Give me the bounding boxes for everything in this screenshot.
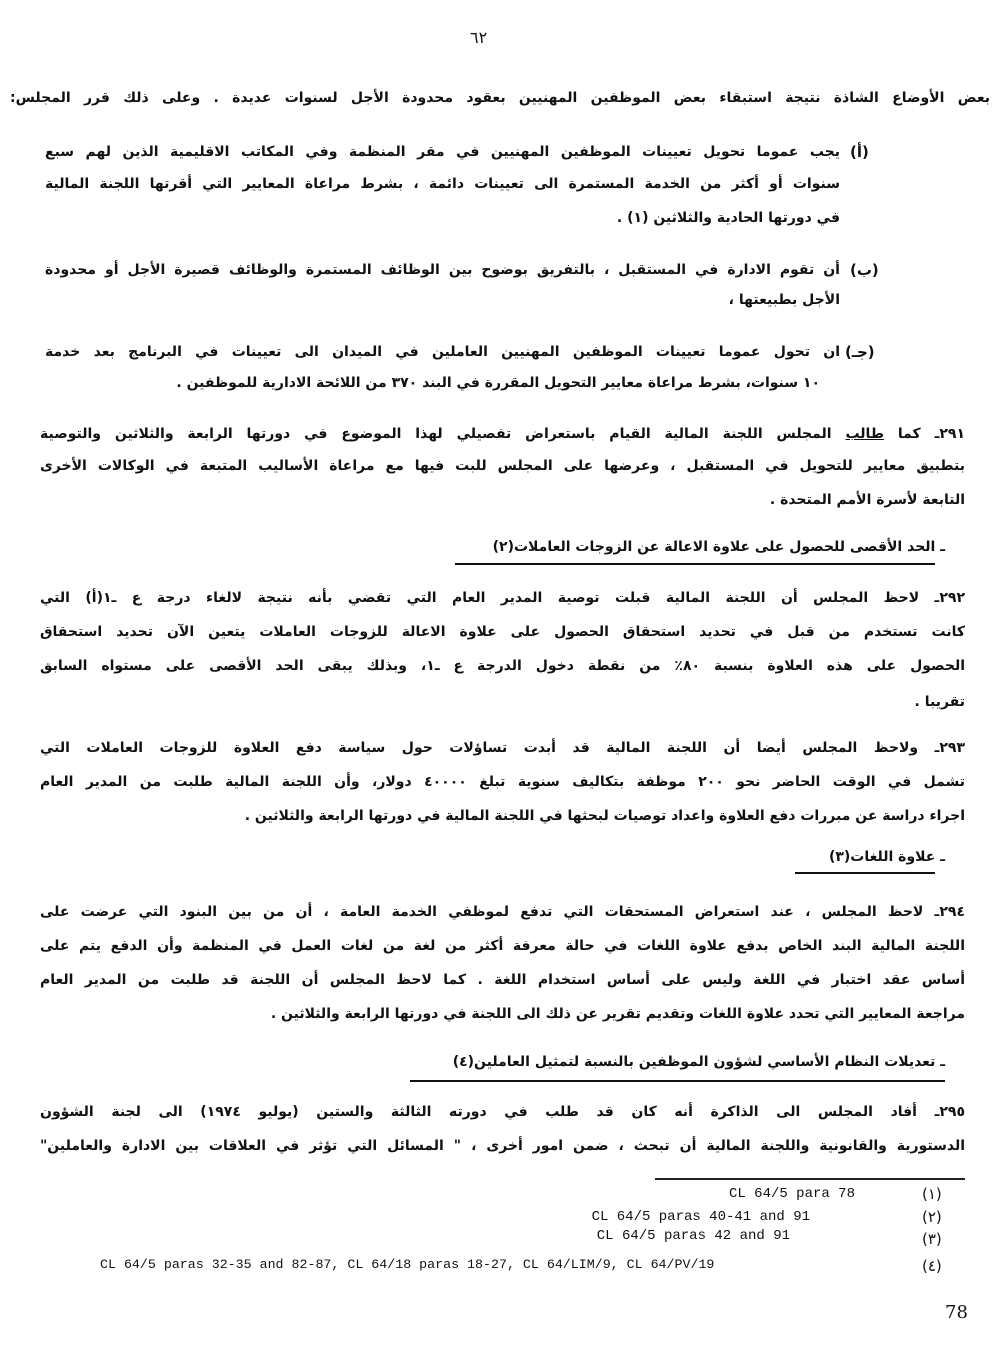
para-292-line: كانت تستخدم من قبل في تحديد استحقاق الحصول على علاوة الاعالة للزوجات العاملات يتعين الآن تحديد استحقاق: [40, 624, 965, 640]
para-291-underlined-word: طالب: [845, 426, 885, 442]
para-295-line: الدستورية والقانونية واللجنة المالية أن تبحث ، ضمن امور أخرى ، " المسائل التي تؤثر في العلاقات بين الادارة والعاملين": [40, 1138, 965, 1154]
intro-line: بعض الأوضاع الشاذة نتيجة استبقاء بعض الموظفين المهنيين بعقود محدودة الأجل لسنوات عديدة . وعلى ذلك قرر المجلس:: [10, 90, 990, 106]
item-c-line: ان تحول عموما تعيينات الموظفين المهنيين العاملين في الميدان الى تعيينات في البرنامج بعد خدمة: [45, 344, 840, 360]
para-294-line: اللجنة المالية البند الخاص بدفع علاوة اللغات في حالة معرفة أكثر من لغة من لغات العمل في المنظمة وأن الدفع يتم على: [40, 938, 965, 954]
para-293-line: اجراء دراسة عن مبررات دفع العلاوة واعداد توصيات لبحثها في اللجنة المالية في دورتها الرابعة والثلاثين .: [244, 808, 965, 824]
item-a-line: يجب عموما تحويل تعيينات الموظفين المهنيين في مقر المنظمة وفي المكاتب الاقليمية الذين لهم سبع: [45, 144, 840, 160]
footnote-marker: (٤): [922, 1257, 942, 1275]
footnote-text: CL 64/5 paras 42 and 91: [596, 1228, 790, 1244]
para-292-line: الحصول على هذه العلاوة بنسبة ٨٠٪ من نقطة دخول الدرجة ع ـ١، وبذلك يبقى الحد الأقصى على مستواه السابق: [40, 658, 965, 674]
para-292-line: تقريبا .: [914, 694, 965, 710]
para-291-line: بتطبيق معايير للتحويل في المستقبل ، وعرضها على المجلس للبت فيها مع مراعاة الأساليب المتبعة في الوكالات الأخرى: [40, 458, 965, 474]
para-294-line: مراجعة المعايير التي تحدد علاوة اللغات وتقديم تقرير عن ذلك الى اللجنة في دورتها الرابعة والثلاثين .: [270, 1006, 965, 1022]
item-c-line: ١٠ سنوات، بشرط مراعاة معايير التحويل المقررة في البند ٣٧٠ من اللائحة الادارية للموظفين .: [176, 375, 820, 391]
para-292-line: ٢٩٢ـ لاحظ المجلس أن اللجنة المالية قبلت توصية المدير العام التي تقضي بأنه نتيجة لالغاء درجة ع ـ١(أ) التي: [40, 590, 965, 606]
para-294-line: أساس عقد اختبار في اللغة وليس على أساس استخدام اللغة . كما لاحظ المجلس أن اللجنة قد طلبت من المدير العام: [40, 972, 965, 988]
item-a-line: سنوات أو أكثر من الخدمة المستمرة الى تعيينات دائمة ، بشرط مراعاة المعايير التي أقرتها اللجنة المالية: [45, 176, 840, 192]
para-293-line: ٢٩٣ـ ولاحظ المجلس أيضا أن اللجنة المالية قد أبدت تساؤلات حول سياسة دفع العلاوة للزوجات العاملات التي: [40, 740, 965, 756]
para-294-line: ٢٩٤ـ لاحظ المجلس ، عند استعراض المستحقات التي تدفع لموظفي الخدمة العامة ، أن من بين البنود التي عرضت على: [40, 904, 965, 920]
para-293-line: تشمل في الوقت الحاضر نحو ٢٠٠ موظفة بتكاليف سنوية تبلغ ٤٠٠٠٠ دولار، وأن اللجنة المالية طلبت من المدير العام: [40, 774, 965, 790]
footnote-marker: (٣): [922, 1230, 942, 1248]
item-b-line: الأجل بطبيعتها ،: [728, 292, 840, 308]
para-291-line: التابعة لأسرة الأمم المتحدة .: [769, 492, 965, 508]
item-b-marker: (ب): [850, 261, 879, 279]
footnote-text: CL 64/5 paras 40-41 and 91: [591, 1209, 810, 1225]
para-291-prefix: ٢٩١ـ كما: [884, 426, 965, 442]
item-b-line: أن تقوم الادارة في المستقبل ، بالتفريق بوضوح بين الوظائف المستمرة والوظائف قصيرة الأجل أو محدودة: [45, 262, 840, 278]
item-a-line: في دورتها الحادية والثلاثين (١) .: [616, 210, 840, 226]
heading-underline: [455, 563, 935, 565]
handwritten-page-number: 78: [945, 1302, 968, 1323]
footnote-text: CL 64/5 paras 32-35 and 82-87, CL 64/18 paras 18-27, CL 64/LIM/9, CL 64/PV/19: [100, 1257, 715, 1272]
para-295-line: ٢٩٥ـ أفاد المجلس الى الذاكرة أنه كان قد طلب في دورته الثالثة والستين (يوليو ١٩٧٤) الى لجنة الشؤون: [40, 1104, 965, 1120]
section-heading: ـ تعديلات النظام الأساسي لشؤون الموظفين بالنسبة لتمثيل العاملين(٤): [452, 1054, 945, 1070]
page-number: ٦٢: [470, 28, 488, 47]
item-a-marker: (أ): [850, 143, 869, 161]
item-c-marker: (جـ): [845, 343, 875, 361]
section-heading: ـ علاوة اللغات(٣): [828, 849, 945, 865]
para-291-line: [40, 424, 965, 444]
heading-underline: [410, 1080, 945, 1082]
footnote-marker: (١): [922, 1185, 942, 1203]
para-291-rest: المجلس اللجنة المالية القيام باستعراض تفصيلي لهذا الموضوع في دورتها الرابعة والثلاثين والتوصية: [40, 426, 846, 442]
heading-underline: [795, 872, 935, 874]
footnote-separator: [655, 1178, 965, 1180]
footnote-text: CL 64/5 para 78: [728, 1186, 855, 1202]
section-heading: ـ الحد الأقصى للحصول على علاوة الاعالة عن الزوجات العاملات(٢): [492, 539, 945, 555]
footnote-marker: (٢): [922, 1208, 942, 1226]
